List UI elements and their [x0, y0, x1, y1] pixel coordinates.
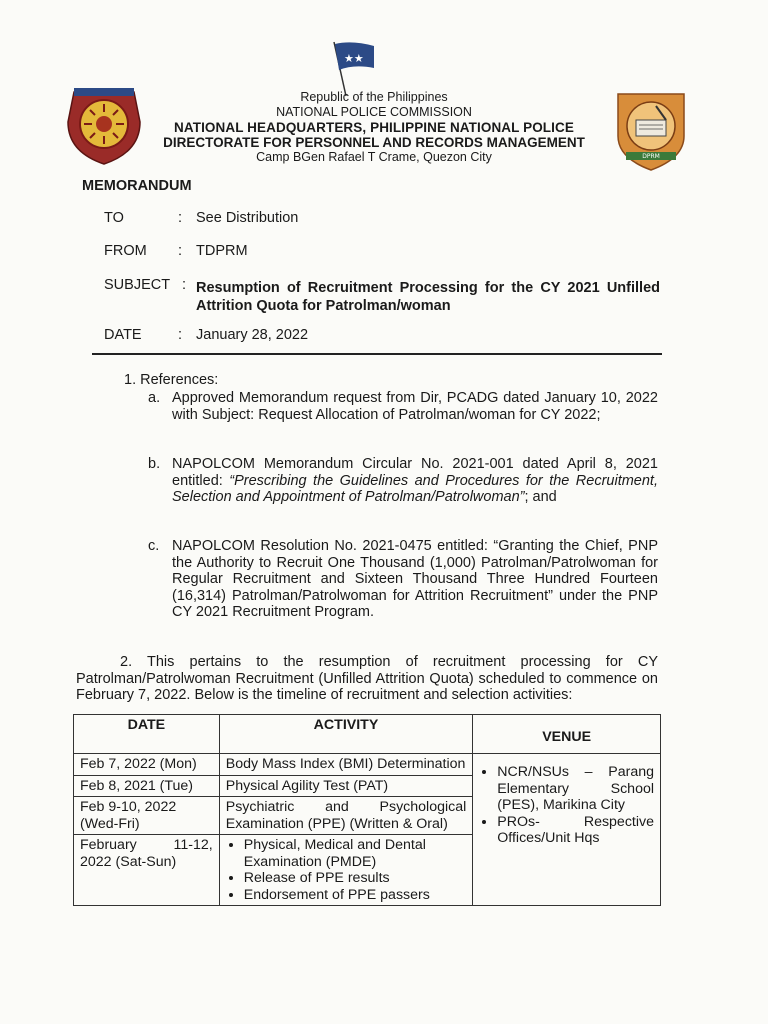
venue-item: • PROs- Respective Offices/Unit Hqs [497, 814, 654, 847]
activity-item: • Physical, Medical and Dental Examination (PMDE) [244, 837, 467, 870]
activity-list [226, 837, 467, 903]
dprm-seal-icon [612, 86, 690, 172]
header-venue: VENUE [473, 715, 661, 754]
from-label: FROM [104, 243, 147, 259]
subject-colon: : [182, 277, 187, 293]
header-activity: ACTIVITY [219, 715, 473, 754]
directorate-line: DIRECTORATE FOR PERSONNEL AND RECORDS MANAGEMENT [163, 135, 585, 150]
ref-b-post: ; and [524, 489, 557, 505]
row-activity: Physical Agility Test (PAT) [219, 775, 473, 797]
subject-value: Resumption of Recruitment Processing for the CY 2021 Unfilled Attrition Quota for Patrolman/woman [196, 280, 660, 314]
table-row [74, 754, 661, 776]
subject-label: SUBJECT [104, 277, 171, 293]
row-date: Feb 8, 2021 (Tue) [74, 775, 220, 797]
venue-cell [473, 754, 661, 906]
ref-b-pre: NAPOLCOM Memorandum Circular No. 2021-001 dated April 8, 2021 entitled: [172, 456, 658, 489]
ref-b-title: “Prescribing the Guidelines and Procedures for the Recruitment, Selection and Appointment of Patrolman/Patrolwoman” [172, 472, 658, 505]
ref-b-letter: b. [148, 456, 161, 472]
row-date: February 11-12, 2022 (Sat-Sun) [74, 835, 220, 906]
row-activity: Psychiatric and Psychological Examination (PPE) (Written & Oral) [219, 797, 473, 835]
flag-stars: ★★ [344, 52, 364, 65]
header-date: DATE [74, 715, 220, 754]
dprm-seal-text: DPRM [642, 153, 660, 160]
date-label: DATE [104, 327, 142, 343]
activity-item: • Endorsement of PPE passers [244, 887, 467, 904]
to-colon: : [178, 210, 183, 226]
header-divider [92, 353, 662, 355]
row-date: Feb 9-10, 2022 (Wed-Fri) [74, 797, 220, 835]
venue-list [479, 764, 654, 847]
ref-b-text [172, 456, 658, 506]
to-label: TO [104, 210, 124, 226]
date-colon: : [178, 327, 183, 343]
row-date: Feb 7, 2022 (Mon) [74, 754, 220, 776]
timeline-table [73, 714, 661, 906]
hq-line: NATIONAL HEADQUARTERS, PHILIPPINE NATIONAL POLICE [174, 120, 574, 135]
to-value: See Distribution [196, 210, 299, 226]
references-heading: 1. References: [124, 372, 219, 388]
camp-line: Camp BGen Rafael T Crame, Quezon City [256, 150, 492, 164]
pnp-seal-icon [64, 82, 144, 166]
ref-c-text: NAPOLCOM Resolution No. 2021-0475 entitled: “Granting the Chief, PNP the Authority to Recruit One Thousand (1,000) Patrolman/Patrolwoman for Regular Recruitment and Sixteen Thousand Three Hundred Fourteen (16,314) Patrolman/Patrolwoman for Attrition Recruitment” under the PNP CY 2021 Recruitment Program. [172, 538, 658, 620]
memo-title: MEMORANDUM [82, 178, 192, 194]
commission-line: NATIONAL POLICE COMMISSION [276, 105, 472, 119]
ref-a-letter: a. [148, 390, 161, 406]
row-activity: Body Mass Index (BMI) Determination [219, 754, 473, 776]
activity-item: • Release of PPE results [244, 870, 467, 887]
paragraph-2: 2. This pertains to the resumption of recruitment processing for CY Patrolman/Patrolwoman Recruitment (Unfilled Attrition Quota) scheduled to commence on February 7, 2022. Below is the timeline of recruitment and selection activities: [76, 654, 658, 703]
ref-a-text: Approved Memorandum request from Dir, PCADG dated January 10, 2022 with Subject: Request Allocation of Patrolman/woman for CY 2022; [172, 390, 658, 423]
table-header-row [74, 715, 661, 754]
republic-line: Republic of the Philippines [300, 90, 448, 104]
ref-c-letter: c. [148, 538, 160, 554]
date-value: January 28, 2022 [196, 327, 309, 343]
letterhead [140, 90, 608, 165]
from-value: TDPRM [196, 243, 248, 259]
row-activity-list [219, 835, 473, 906]
venue-item: • NCR/NSUs – Parang Elementary School (PES), Marikina City [497, 764, 654, 814]
from-colon: : [178, 243, 183, 259]
